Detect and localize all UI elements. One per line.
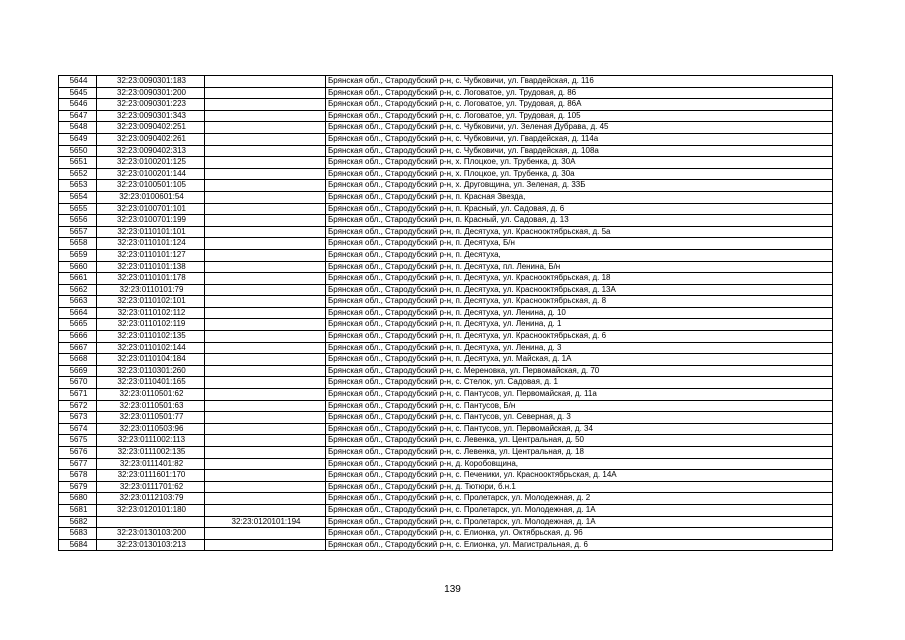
address-cell: Брянская обл., Стародубский р-н, с. Пантусов, ул. Первомайская, д. 34 xyxy=(326,423,833,435)
address-cell: Брянская обл., Стародубский р-н, с. Печеники, ул. Красноoктябрьская, д. 14А xyxy=(326,470,833,482)
row-number-cell: 5670 xyxy=(59,377,97,389)
cadastral-number-alt-cell xyxy=(205,412,326,424)
cadastral-number-cell: 32:23:0110101:127 xyxy=(97,249,205,261)
cadastral-number-alt-cell xyxy=(205,389,326,401)
cadastral-number-cell: 32:23:0090301:183 xyxy=(97,76,205,88)
cadastral-number-cell: 32:23:0111002:135 xyxy=(97,447,205,459)
cadastral-number-cell: 32:23:0110501:63 xyxy=(97,400,205,412)
row-number-cell: 5682 xyxy=(59,516,97,528)
cadastral-number-cell: 32:23:0111601:170 xyxy=(97,470,205,482)
cadastral-number-alt-cell xyxy=(205,110,326,122)
cadastral-number-alt-cell xyxy=(205,261,326,273)
cadastral-number-cell: 32:23:0111002:113 xyxy=(97,435,205,447)
cadastral-number-alt-cell xyxy=(205,481,326,493)
address-cell: Брянская обл., Стародубский р-н, с. Чубковичи, ул. Зеленая Дубрава, д. 45 xyxy=(326,122,833,134)
row-number-cell: 5658 xyxy=(59,238,97,250)
cadastral-number-cell: 32:23:0130103:200 xyxy=(97,528,205,540)
row-number-cell: 5678 xyxy=(59,470,97,482)
table-row xyxy=(59,481,833,493)
cadastral-number-alt-cell xyxy=(205,168,326,180)
table-row xyxy=(59,180,833,192)
address-cell: Брянская обл., Стародубский р-н, п. Десятуха, ул. Красноoктябрьская, д. 5а xyxy=(326,226,833,238)
cadastral-number-alt-cell xyxy=(205,423,326,435)
address-cell: Брянская обл., Стародубский р-н, п. Десятуха, xyxy=(326,249,833,261)
table-row xyxy=(59,76,833,88)
table-row xyxy=(59,365,833,377)
cadastral-number-alt-cell xyxy=(205,447,326,459)
address-cell: Брянская обл., Стародубский р-н, с. Стелок, ул. Садовая, д. 1 xyxy=(326,377,833,389)
cadastral-number-cell: 32:23:0111701:62 xyxy=(97,481,205,493)
cadastral-number-cell: 32:23:0110104:184 xyxy=(97,354,205,366)
row-number-cell: 5646 xyxy=(59,99,97,111)
row-number-cell: 5667 xyxy=(59,342,97,354)
table-row xyxy=(59,342,833,354)
row-number-cell: 5666 xyxy=(59,331,97,343)
address-cell: Брянская обл., Стародубский р-н, х. Плоцкое, ул. Трубенка, д. 30А xyxy=(326,157,833,169)
row-number-cell: 5654 xyxy=(59,191,97,203)
cadastral-number-cell: 32:23:0100201:144 xyxy=(97,168,205,180)
address-cell: Брянская обл., Стародубский р-н, д. Тютюри, б.н.1 xyxy=(326,481,833,493)
cadastral-number-alt-cell xyxy=(205,331,326,343)
row-number-cell: 5668 xyxy=(59,354,97,366)
address-cell: Брянская обл., Стародубский р-н, д. Коробовщина, xyxy=(326,458,833,470)
cadastral-number-cell: 32:23:0110102:144 xyxy=(97,342,205,354)
row-number-cell: 5659 xyxy=(59,249,97,261)
address-cell: Брянская обл., Стародубский р-н, п. Красный, ул. Садовая, д. 13 xyxy=(326,215,833,227)
row-number-cell: 5683 xyxy=(59,528,97,540)
cadastral-number-cell: 32:23:0110101:138 xyxy=(97,261,205,273)
row-number-cell: 5657 xyxy=(59,226,97,238)
table-row xyxy=(59,400,833,412)
row-number-cell: 5651 xyxy=(59,157,97,169)
row-number-cell: 5644 xyxy=(59,76,97,88)
cadastral-number-cell: 32:23:0100601:54 xyxy=(97,191,205,203)
cadastral-number-alt-cell xyxy=(205,307,326,319)
cadastral-number-alt-cell xyxy=(205,539,326,551)
table-row xyxy=(59,238,833,250)
cadastral-number-alt-cell xyxy=(205,342,326,354)
cadastral-number-cell: 32:23:0130103:213 xyxy=(97,539,205,551)
address-cell: Брянская обл., Стародубский р-н, х. Друговщина, ул. Зеленая, д. 33Б xyxy=(326,180,833,192)
table-row xyxy=(59,307,833,319)
row-number-cell: 5673 xyxy=(59,412,97,424)
row-number-cell: 5660 xyxy=(59,261,97,273)
table-row xyxy=(59,122,833,134)
registry-table-body xyxy=(59,76,833,551)
address-cell: Брянская обл., Стародубский р-н, п. Красная Звезда, xyxy=(326,191,833,203)
address-cell: Брянская обл., Стародубский р-н, п. Десятуха, пл. Ленина, Б/н xyxy=(326,261,833,273)
table-row xyxy=(59,145,833,157)
address-cell: Брянская обл., Стародубский р-н, с. Левенка, ул. Центральная, д. 50 xyxy=(326,435,833,447)
row-number-cell: 5649 xyxy=(59,133,97,145)
table-row xyxy=(59,226,833,238)
cadastral-number-alt-cell xyxy=(205,122,326,134)
address-cell: Брянская обл., Стародубский р-н, с. Левенка, ул. Центральная, д. 18 xyxy=(326,447,833,459)
table-row xyxy=(59,528,833,540)
address-cell: Брянская обл., Стародубский р-н, с. Елионка, ул. Октябрьская, д. 96 xyxy=(326,528,833,540)
cadastral-number-cell: 32:23:0100701:199 xyxy=(97,215,205,227)
address-cell: Брянская обл., Стародубский р-н, п. Десятуха, ул. Ленина, д. 1 xyxy=(326,319,833,331)
address-cell: Брянская обл., Стародубский р-н, с. Пролетарск, ул. Молодежная, д. 1А xyxy=(326,516,833,528)
address-cell: Брянская обл., Стародубский р-н, п. Десятуха, ул. Ленина, д. 3 xyxy=(326,342,833,354)
table-row xyxy=(59,249,833,261)
cadastral-number-cell: 32:23:0090301:200 xyxy=(97,87,205,99)
address-cell: Брянская обл., Стародубский р-н, п. Десятуха, ул. Ленина, д. 10 xyxy=(326,307,833,319)
row-number-cell: 5662 xyxy=(59,284,97,296)
cadastral-number-cell: 32:23:0090301:343 xyxy=(97,110,205,122)
cadastral-number-cell: 32:23:0110101:178 xyxy=(97,273,205,285)
cadastral-number-cell: 32:23:0110401:165 xyxy=(97,377,205,389)
address-cell: Брянская обл., Стародубский р-н, п. Десятуха, ул. Красноoктябрьская, д. 6 xyxy=(326,331,833,343)
address-cell: Брянская обл., Стародубский р-н, с. Чубковичи, ул. Гвардейская, д. 116 xyxy=(326,76,833,88)
address-cell: Брянская обл., Стародубский р-н, п. Десятуха, ул. Красноoктябрьская, д. 13А xyxy=(326,284,833,296)
table-row xyxy=(59,203,833,215)
row-number-cell: 5650 xyxy=(59,145,97,157)
row-number-cell: 5652 xyxy=(59,168,97,180)
address-cell: Брянская обл., Стародубский р-н, п. Десятуха, ул. Красноoктябрьская, д. 18 xyxy=(326,273,833,285)
table-row xyxy=(59,539,833,551)
table-row xyxy=(59,412,833,424)
row-number-cell: 5671 xyxy=(59,389,97,401)
cadastral-number-cell: 32:23:0110101:101 xyxy=(97,226,205,238)
cadastral-number-alt-cell xyxy=(205,238,326,250)
row-number-cell: 5645 xyxy=(59,87,97,99)
row-number-cell: 5664 xyxy=(59,307,97,319)
row-number-cell: 5653 xyxy=(59,180,97,192)
address-cell: Брянская обл., Стародубский р-н, с. Чубковичи, ул. Гвардейская, д. 114а xyxy=(326,133,833,145)
address-cell: Брянская обл., Стародубский р-н, с. Елионка, ул. Магистральная, д. 6 xyxy=(326,539,833,551)
table-row xyxy=(59,435,833,447)
row-number-cell: 5648 xyxy=(59,122,97,134)
table-row xyxy=(59,458,833,470)
cadastral-number-cell: 32:23:0090402:251 xyxy=(97,122,205,134)
cadastral-number-cell: 32:23:0100501:105 xyxy=(97,180,205,192)
row-number-cell: 5684 xyxy=(59,539,97,551)
row-number-cell: 5675 xyxy=(59,435,97,447)
row-number-cell: 5655 xyxy=(59,203,97,215)
table-row xyxy=(59,493,833,505)
cadastral-number-alt-cell: 32:23:0120101:194 xyxy=(205,516,326,528)
row-number-cell: 5656 xyxy=(59,215,97,227)
cadastral-number-alt-cell xyxy=(205,215,326,227)
registry-table xyxy=(58,75,833,551)
table-row xyxy=(59,191,833,203)
cadastral-number-cell: 32:23:0110101:79 xyxy=(97,284,205,296)
cadastral-number-alt-cell xyxy=(205,504,326,516)
cadastral-number-alt-cell xyxy=(205,87,326,99)
cadastral-number-alt-cell xyxy=(205,191,326,203)
cadastral-number-alt-cell xyxy=(205,458,326,470)
table-row xyxy=(59,99,833,111)
row-number-cell: 5674 xyxy=(59,423,97,435)
cadastral-number-alt-cell xyxy=(205,99,326,111)
cadastral-number-alt-cell xyxy=(205,157,326,169)
table-row xyxy=(59,110,833,122)
table-row xyxy=(59,296,833,308)
address-cell: Брянская обл., Стародубский р-н, с. Чубковичи, ул. Гвардейская, д. 108а xyxy=(326,145,833,157)
address-cell: Брянская обл., Стародубский р-н, с. Логоватое, ул. Трудовая, д. 105 xyxy=(326,110,833,122)
cadastral-number-alt-cell xyxy=(205,493,326,505)
table-row xyxy=(59,504,833,516)
address-cell: Брянская обл., Стародубский р-н, с. Пантусов, Б/н xyxy=(326,400,833,412)
cadastral-number-alt-cell xyxy=(205,377,326,389)
cadastral-number-cell: 32:23:0110102:112 xyxy=(97,307,205,319)
table-row xyxy=(59,516,833,528)
table-row xyxy=(59,389,833,401)
page-number: 139 xyxy=(444,584,461,595)
cadastral-number-alt-cell xyxy=(205,435,326,447)
row-number-cell: 5661 xyxy=(59,273,97,285)
address-cell: Брянская обл., Стародубский р-н, х. Плоцкое, ул. Трубенка, д. 30а xyxy=(326,168,833,180)
table-row xyxy=(59,215,833,227)
cadastral-number-alt-cell xyxy=(205,180,326,192)
cadastral-number-alt-cell xyxy=(205,528,326,540)
cadastral-number-cell: 32:23:0110301:260 xyxy=(97,365,205,377)
row-number-cell: 5672 xyxy=(59,400,97,412)
row-number-cell: 5663 xyxy=(59,296,97,308)
cadastral-number-alt-cell xyxy=(205,133,326,145)
address-cell: Брянская обл., Стародубский р-н, п. Десятуха, Б/н xyxy=(326,238,833,250)
cadastral-number-cell: 32:23:0090402:261 xyxy=(97,133,205,145)
address-cell: Брянская обл., Стародубский р-н, с. Пролетарск, ул. Молодежная, д. 1А xyxy=(326,504,833,516)
cadastral-number-cell: 32:23:0110503:96 xyxy=(97,423,205,435)
table-row xyxy=(59,273,833,285)
cadastral-number-cell xyxy=(97,516,205,528)
cadastral-number-alt-cell xyxy=(205,226,326,238)
table-row xyxy=(59,319,833,331)
cadastral-number-cell: 32:23:0110501:62 xyxy=(97,389,205,401)
cadastral-number-cell: 32:23:0100701:101 xyxy=(97,203,205,215)
cadastral-number-alt-cell xyxy=(205,400,326,412)
address-cell: Брянская обл., Стародубский р-н, с. Мереновка, ул. Первомайская, д. 70 xyxy=(326,365,833,377)
cadastral-number-cell: 32:23:0111401:82 xyxy=(97,458,205,470)
cadastral-number-cell: 32:23:0110501:77 xyxy=(97,412,205,424)
address-cell: Брянская обл., Стародубский р-н, с. Пантусов, ул. Первомайская, д. 11а xyxy=(326,389,833,401)
address-cell: Брянская обл., Стародубский р-н, п. Десятуха, ул. Майская, д. 1А xyxy=(326,354,833,366)
table-row xyxy=(59,331,833,343)
table-row xyxy=(59,354,833,366)
address-cell: Брянская обл., Стародубский р-н, с. Пантусов, ул. Северная, д. 3 xyxy=(326,412,833,424)
table-row xyxy=(59,470,833,482)
cadastral-number-alt-cell xyxy=(205,470,326,482)
address-cell: Брянская обл., Стародубский р-н, п. Красный, ул. Садовая, д. 6 xyxy=(326,203,833,215)
row-number-cell: 5647 xyxy=(59,110,97,122)
row-number-cell: 5676 xyxy=(59,447,97,459)
cadastral-number-cell: 32:23:0110101:124 xyxy=(97,238,205,250)
cadastral-number-alt-cell xyxy=(205,296,326,308)
cadastral-number-cell: 32:23:0110102:101 xyxy=(97,296,205,308)
cadastral-number-cell: 32:23:0120101:180 xyxy=(97,504,205,516)
address-cell: Брянская обл., Стародубский р-н, п. Десятуха, ул. Красноoктябрьская, д. 8 xyxy=(326,296,833,308)
cadastral-number-cell: 32:23:0090301:223 xyxy=(97,99,205,111)
row-number-cell: 5681 xyxy=(59,504,97,516)
cadastral-number-cell: 32:23:0110102:135 xyxy=(97,331,205,343)
table-row xyxy=(59,157,833,169)
cadastral-number-alt-cell xyxy=(205,284,326,296)
table-row xyxy=(59,87,833,99)
cadastral-number-alt-cell xyxy=(205,249,326,261)
row-number-cell: 5679 xyxy=(59,481,97,493)
row-number-cell: 5669 xyxy=(59,365,97,377)
table-row xyxy=(59,168,833,180)
table-row xyxy=(59,377,833,389)
cadastral-number-alt-cell xyxy=(205,365,326,377)
cadastral-number-alt-cell xyxy=(205,354,326,366)
cadastral-number-cell: 32:23:0090402:313 xyxy=(97,145,205,157)
row-number-cell: 5665 xyxy=(59,319,97,331)
cadastral-number-alt-cell xyxy=(205,319,326,331)
cadastral-number-cell: 32:23:0112103:79 xyxy=(97,493,205,505)
cadastral-number-cell: 32:23:0100201:125 xyxy=(97,157,205,169)
cadastral-number-alt-cell xyxy=(205,203,326,215)
table-row xyxy=(59,447,833,459)
address-cell: Брянская обл., Стародубский р-н, с. Логоватое, ул. Трудовая, д. 86А xyxy=(326,99,833,111)
address-cell: Брянская обл., Стародубский р-н, с. Логоватое, ул. Трудовая, д. 86 xyxy=(326,87,833,99)
table-row xyxy=(59,261,833,273)
table-row xyxy=(59,133,833,145)
cadastral-number-alt-cell xyxy=(205,273,326,285)
cadastral-number-cell: 32:23:0110102:119 xyxy=(97,319,205,331)
address-cell: Брянская обл., Стародубский р-н, с. Пролетарск, ул. Молодежная, д. 2 xyxy=(326,493,833,505)
table-row xyxy=(59,284,833,296)
row-number-cell: 5677 xyxy=(59,458,97,470)
table-row xyxy=(59,423,833,435)
row-number-cell: 5680 xyxy=(59,493,97,505)
cadastral-number-alt-cell xyxy=(205,76,326,88)
cadastral-number-alt-cell xyxy=(205,145,326,157)
